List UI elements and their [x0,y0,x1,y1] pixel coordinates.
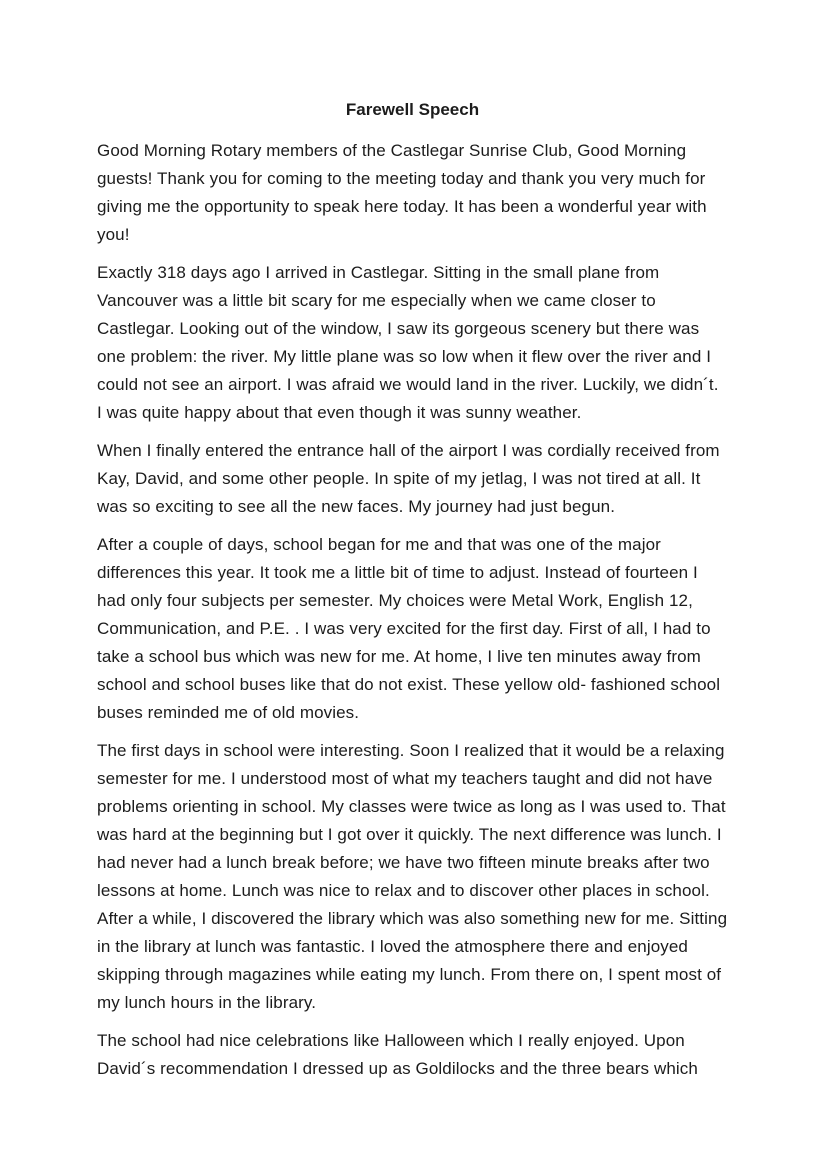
paragraph-first-days: The first days in school were interesting. Soon I realized that it would be a relaxing semester for me. I understood most of what my teachers taught and did not have problems orienting in school. My classes were twice as long as I was used to. That was hard at the beginning but I got over it quickly. The next difference was lunch. I had never had a lunch break before; we have two fifteen minute breaks after two lessons at home. Lunch was nice to relax and to discover other places in school. After a while, I discovered the library which was also something new for me. Sitting in the library at lunch was fantastic. I loved the atmosphere there and enjoyed skipping through magazines while eating my lunch. From there on, I spent most of my lunch hours in the library. [97,741,728,1012]
paragraph-celebrations: The school had nice celebrations like Halloween which I really enjoyed. Upon David´s recommendation I dressed up as Goldilocks and the three bears which [97,1031,698,1078]
paragraph-arrival: Exactly 318 days ago I arrived in Castlegar. Sitting in the small plane from Vancouver was a little bit scary for me especially when we came closer to Castlegar. Looking out of the window, I saw its gorgeous scenery but there was one problem: the river. My little plane was so low when it flew over the river and I could not see an airport. I was afraid we would land in the river. Luckily, we didn´t. I was quite happy about that even though it was sunny weather. [97,263,719,422]
paragraph-school-begins: After a couple of days, school began for me and that was one of the major differences this year. It took me a little bit of time to adjust. Instead of fourteen I had only four subjects per semester. My choices were Metal Work, English 12, Communication, and P.E. . I was very excited for the first day. First of all, I had to take a school bus which was new for me. At home, I live ten minutes away from school and school buses like that do not exist. These yellow old- fashioned school buses reminded me of old movies. [97,535,721,722]
paragraph-greeting: Good Morning Rotary members of the Castlegar Sunrise Club, Good Morning guests! Thank you for coming to the meeting today and thank you very much for giving me the opportunity to speak here today. It has been a wonderful year with you! [97,141,707,244]
paragraph-airport: When I finally entered the entrance hall of the airport I was cordially received from Kay, David, and some other people. In spite of my jetlag, I was not tired at all. It was so exciting to see all the new faces. My journey had just begun. [97,441,720,516]
page-title: Farewell Speech [345,100,480,119]
